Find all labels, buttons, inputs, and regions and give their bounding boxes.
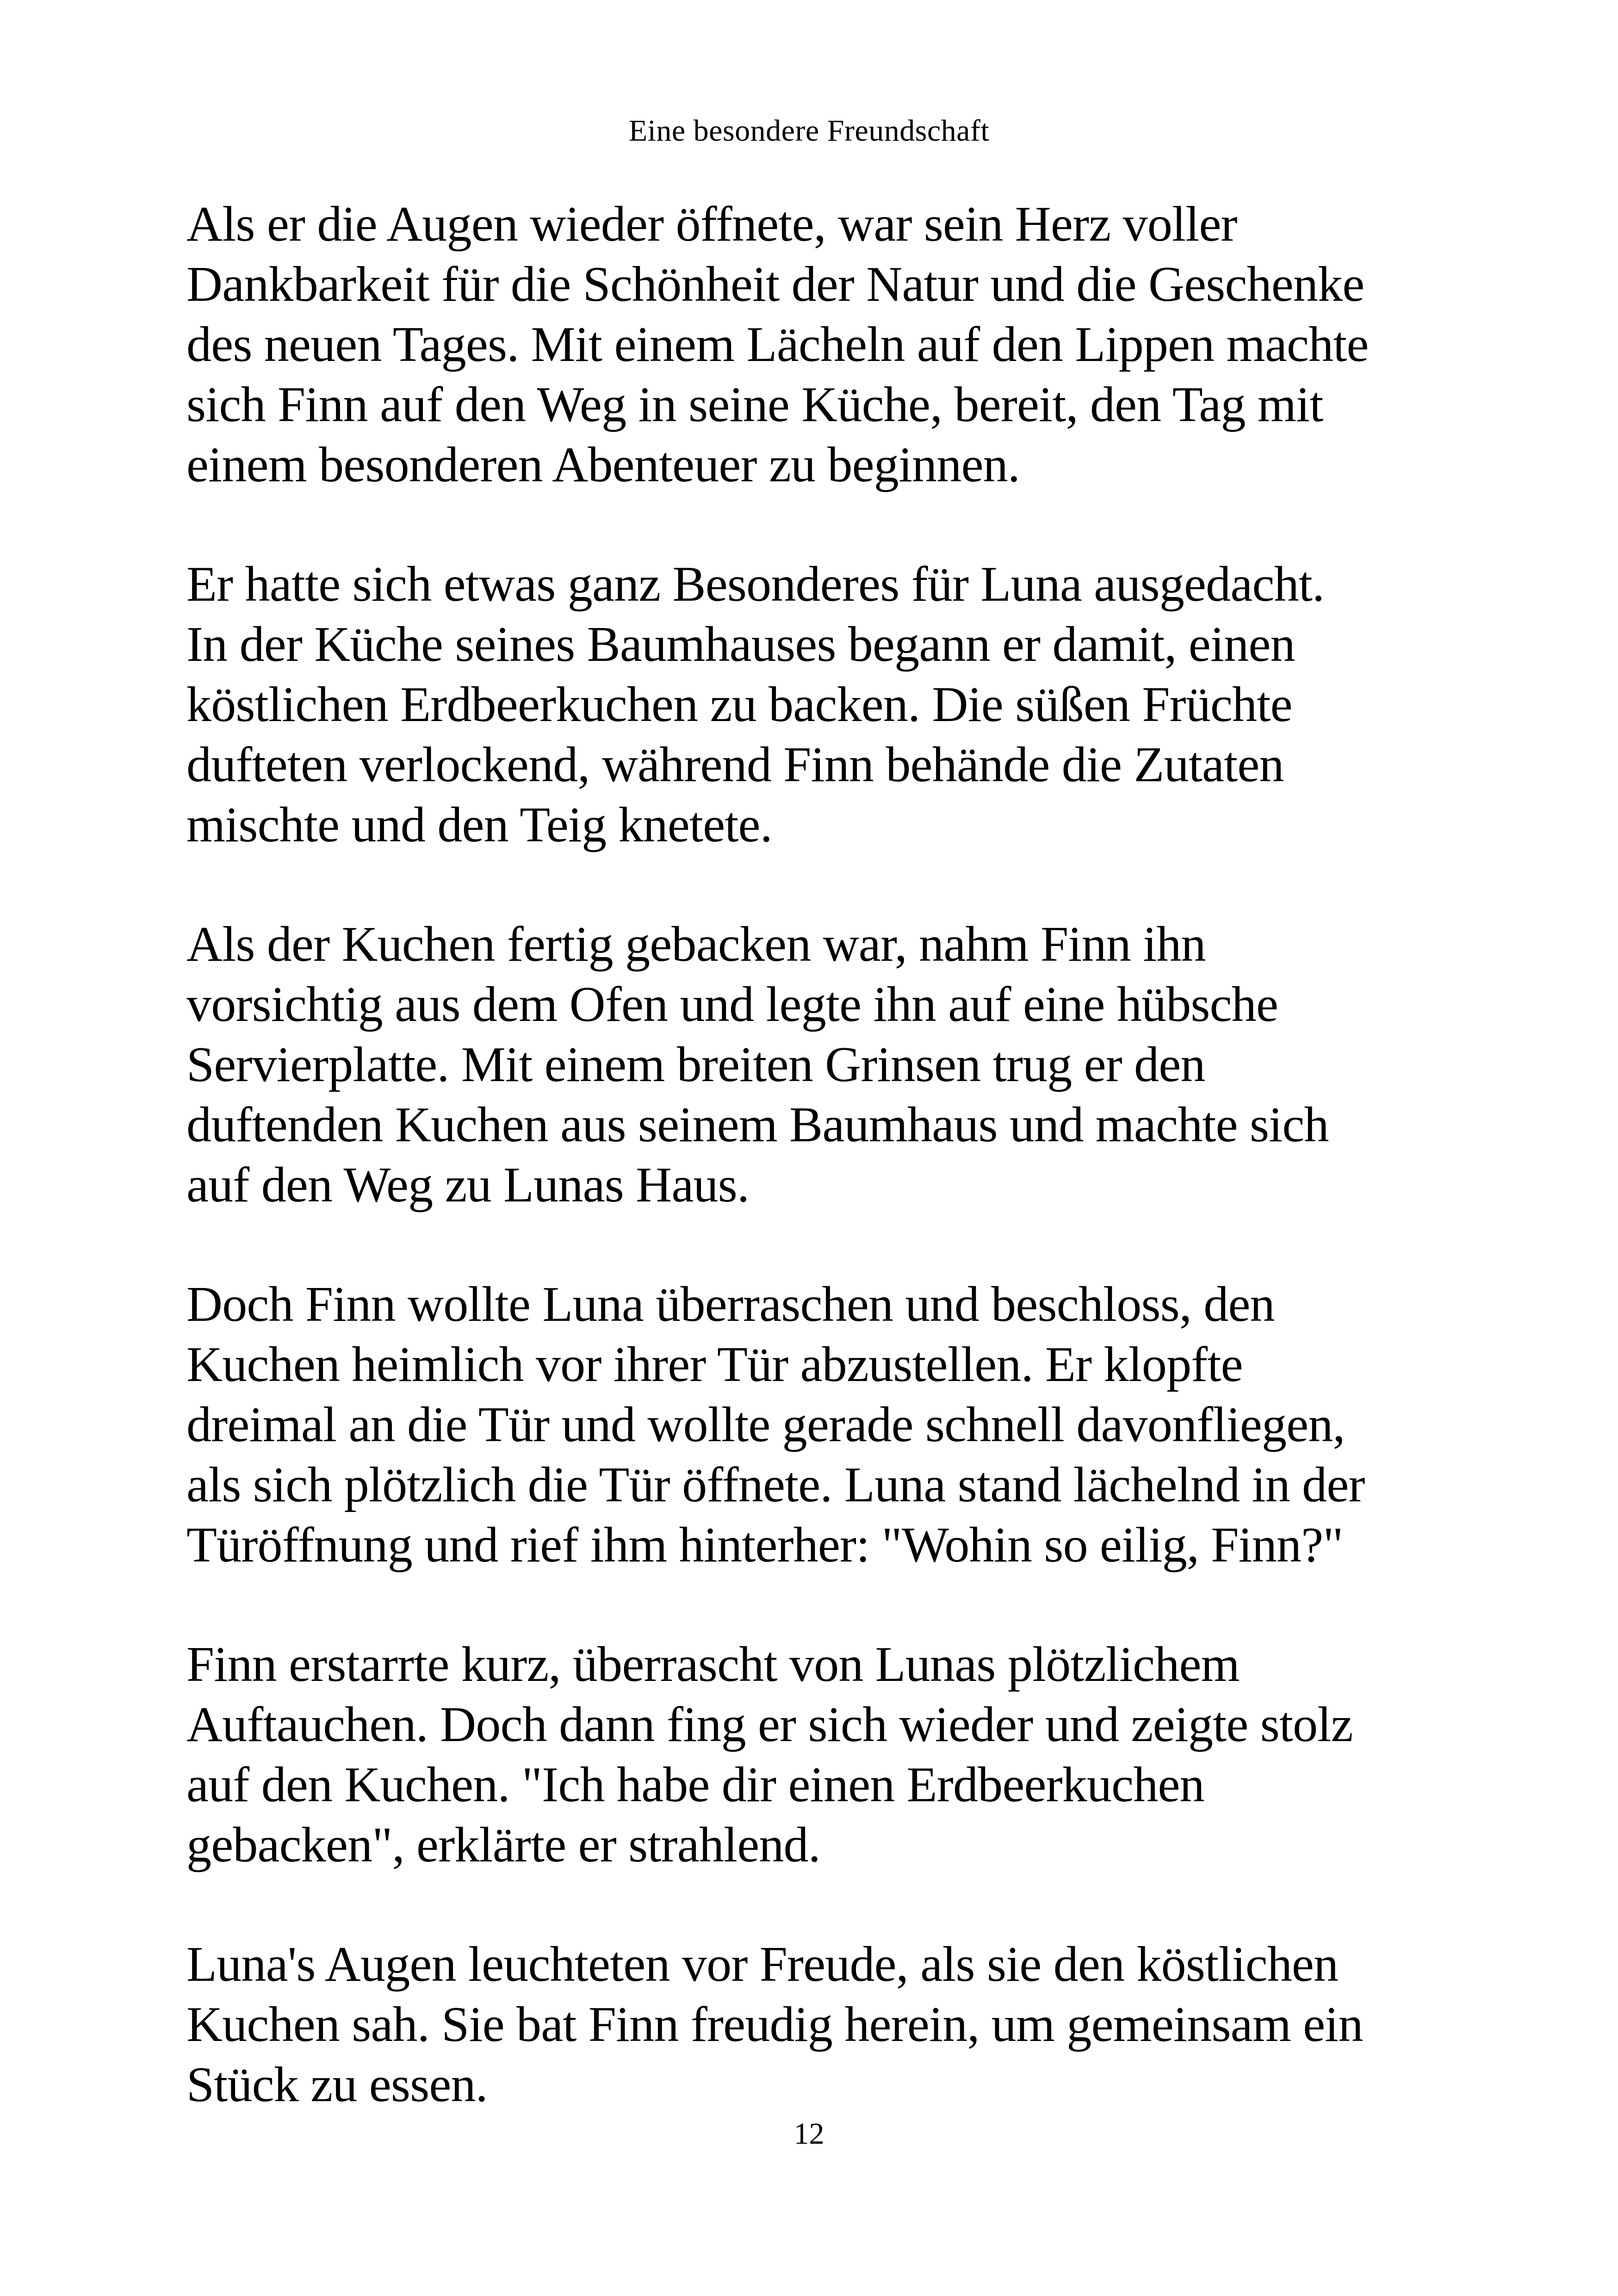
text-line: dufteten verlockend, während Finn behände die Zutaten [186, 737, 1284, 792]
body-text [186, 194, 1463, 2174]
text-line: Er hatte sich etwas ganz Besonderes für Luna ausgedacht. [186, 557, 1325, 612]
text-line: Finn erstarrte kurz, überrascht von Lunas plötzlichem [186, 1637, 1240, 1692]
text-line: vorsichtig aus dem Ofen und legte ihn auf eine hübsche [186, 977, 1278, 1032]
paragraph [186, 1635, 1463, 1875]
text-line: Servierplatte. Mit einem breiten Grinsen trug er den [186, 1037, 1205, 1092]
paragraph [186, 1275, 1463, 1575]
text-line: Doch Finn wollte Luna überraschen und beschloss, den [186, 1277, 1275, 1332]
text-line: Dankbarkeit für die Schönheit der Natur und die Geschenke [186, 257, 1364, 312]
text-line: gebacken", erklärte er strahlend. [186, 1817, 820, 1873]
text-line: sich Finn auf den Weg in seine Küche, bereit, den Tag mit [186, 377, 1323, 432]
text-line: als sich plötzlich die Tür öffnete. Luna stand lächelnd in der [186, 1457, 1365, 1512]
running-header: Eine besondere Freundschaft [628, 114, 990, 148]
text-line: Kuchen heimlich vor ihrer Tür abzustellen. Er klopfte [186, 1337, 1243, 1392]
text-line: Türöffnung und rief ihm hinterher: "Wohin so eilig, Finn?" [186, 1518, 1343, 1573]
text-line: In der Küche seines Baumhauses begann er damit, einen [186, 617, 1295, 672]
text-line: des neuen Tages. Mit einem Lächeln auf den Lippen machte [186, 317, 1369, 372]
text-line: duftenden Kuchen aus seinem Baumhaus und machte sich [186, 1097, 1329, 1152]
paragraph [186, 915, 1463, 1215]
text-line: Luna's Augen leuchteten vor Freude, als sie den köstlichen [186, 1937, 1339, 1992]
text-line: mischte und den Teig knetete. [186, 797, 772, 852]
text-line: auf den Weg zu Lunas Haus. [186, 1157, 750, 1213]
text-line: Kuchen sah. Sie bat Finn freudig herein, um gemeinsam ein [186, 1997, 1363, 2052]
paragraph [186, 554, 1463, 855]
text-line: Als er die Augen wieder öffnete, war sein Herz voller [186, 197, 1237, 252]
page-number: 12 [794, 2117, 824, 2151]
text-line: auf den Kuchen. "Ich habe dir einen Erdbeerkuchen [186, 1757, 1204, 1812]
text-line: Auftauchen. Doch dann fing er sich wieder und zeigte stolz [186, 1697, 1353, 1752]
text-line: köstlichen Erdbeerkuchen zu backen. Die süßen Früchte [186, 677, 1292, 732]
text-line: dreimal an die Tür und wollte gerade schnell davonfliegen, [186, 1397, 1345, 1452]
paragraph [186, 194, 1463, 495]
text-line: Als der Kuchen fertig gebacken war, nahm Finn ihn [186, 917, 1206, 972]
paragraph [186, 1935, 1463, 2115]
text-line: einem besonderen Abenteuer zu beginnen. [186, 437, 1020, 492]
text-line: Stück zu essen. [186, 2057, 488, 2112]
